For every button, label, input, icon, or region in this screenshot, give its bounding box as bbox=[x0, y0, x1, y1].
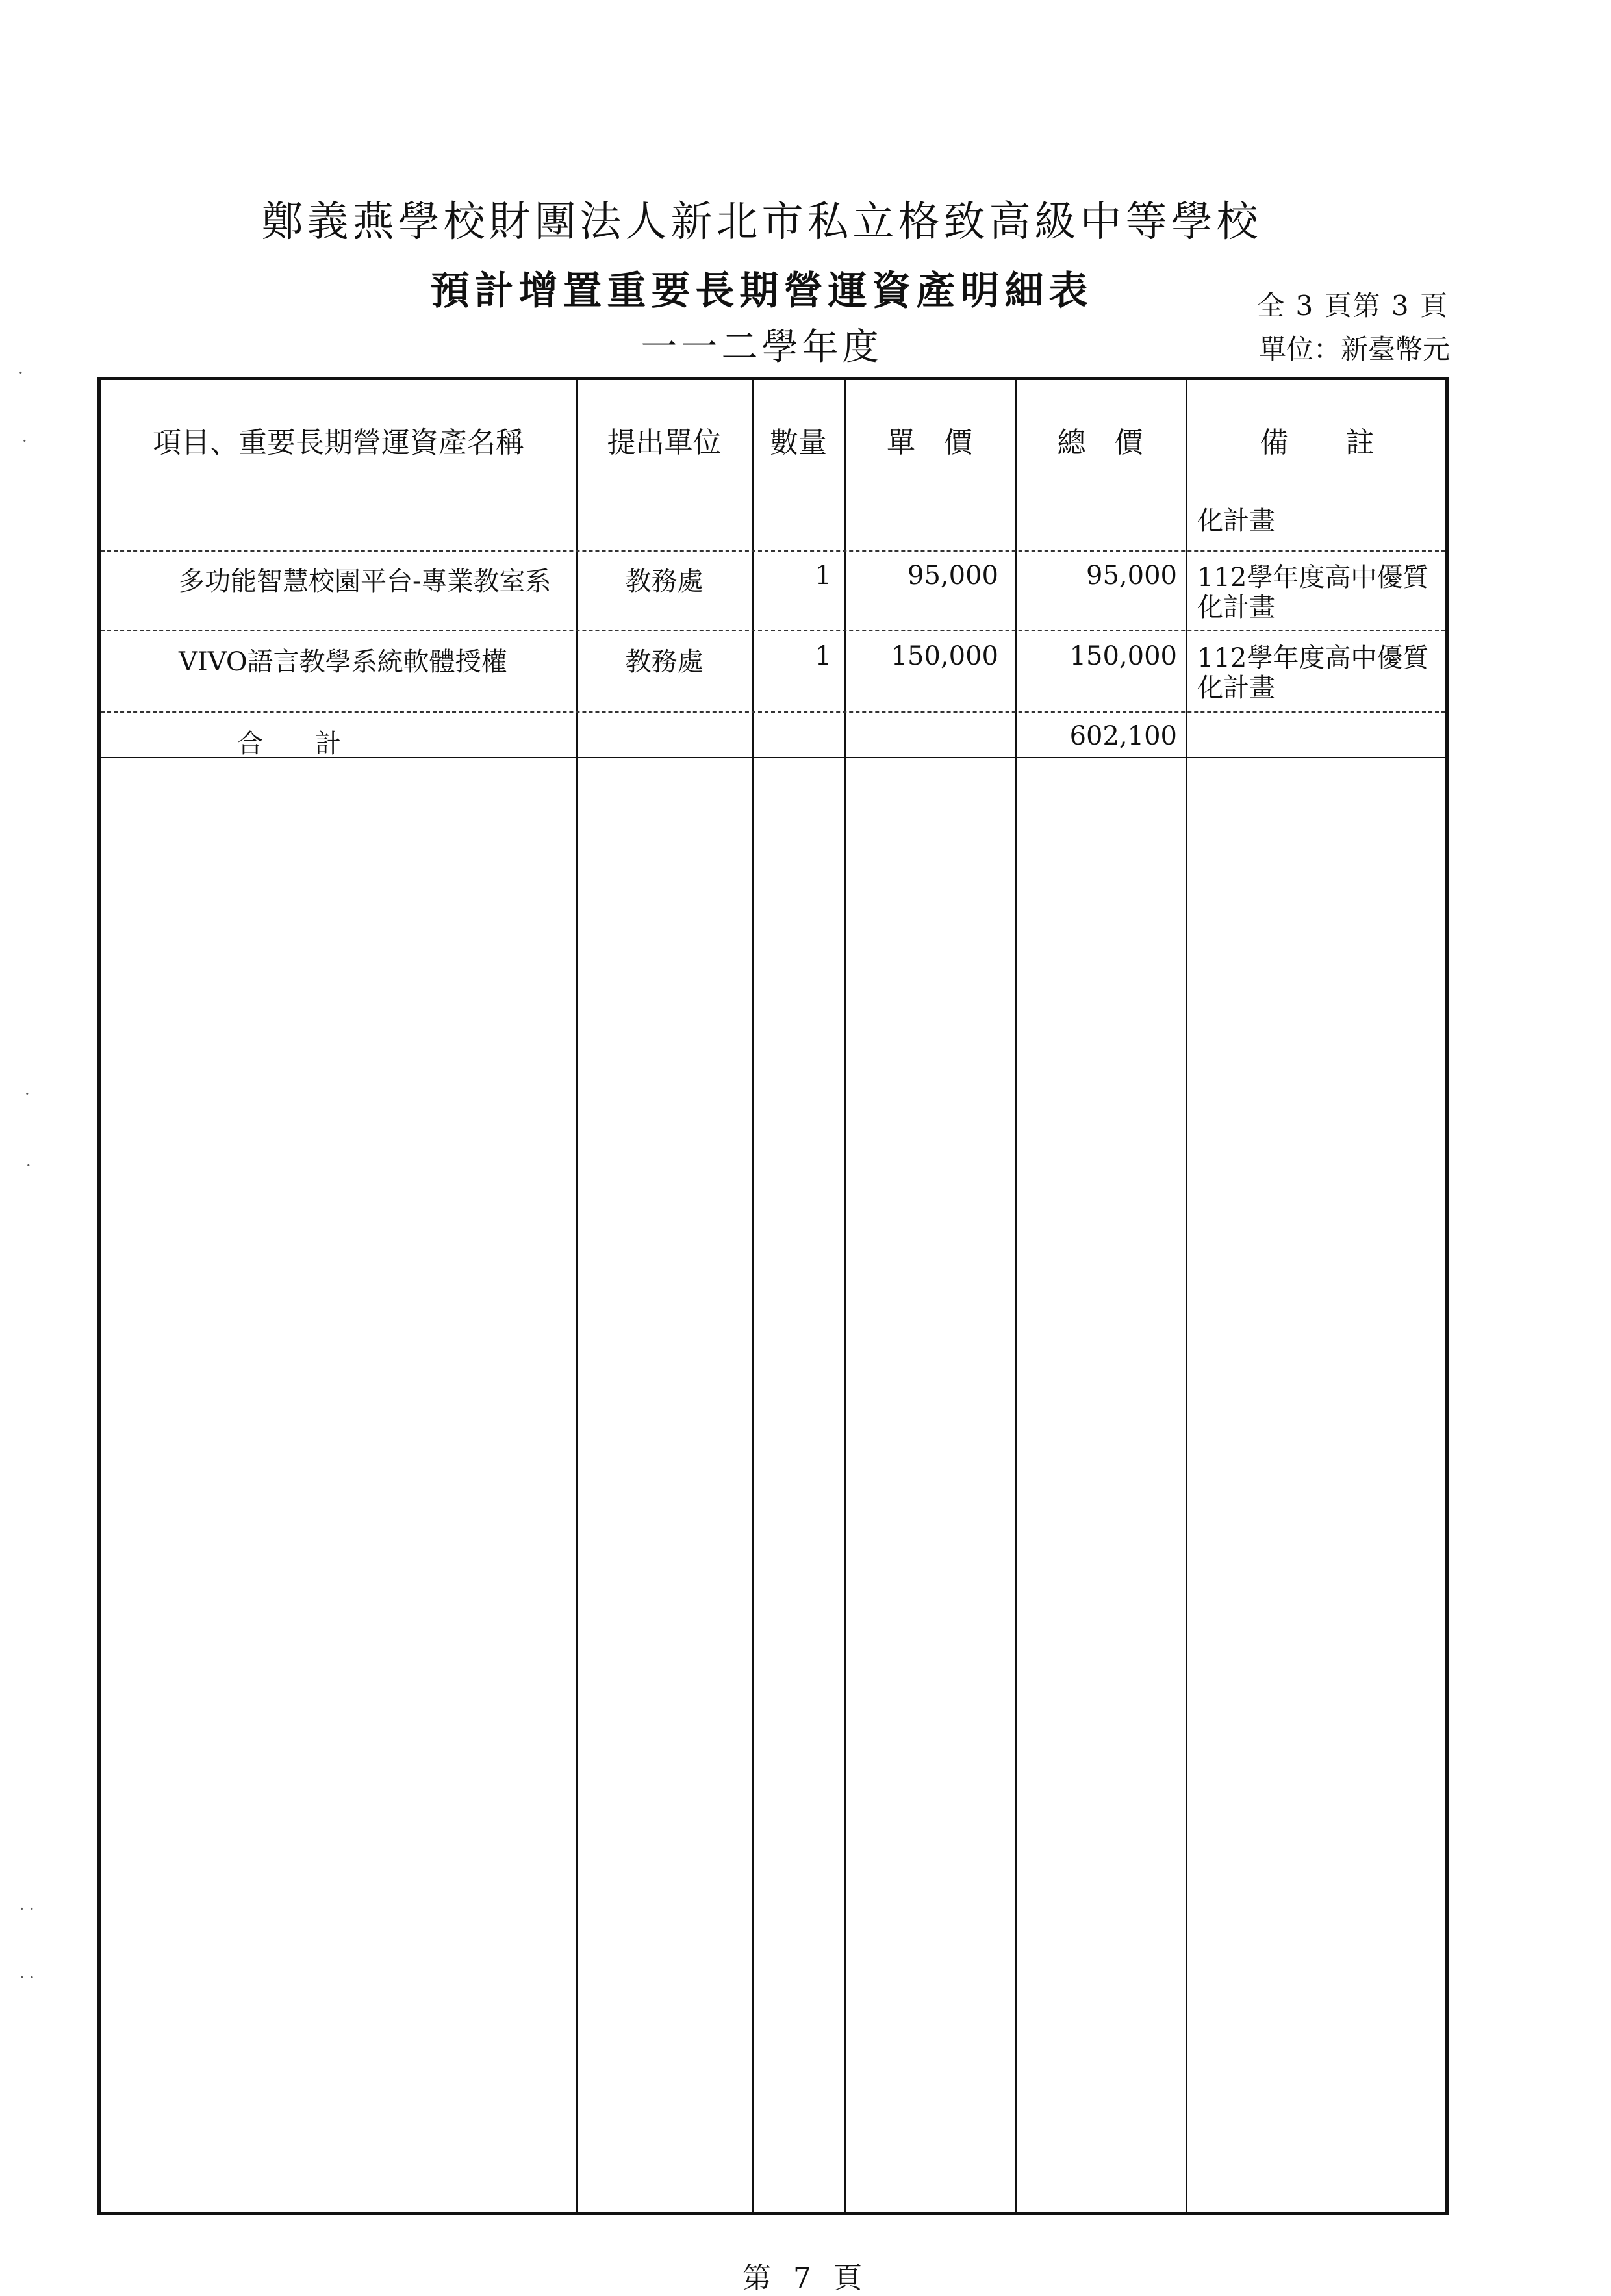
scan-speck: · bbox=[18, 364, 23, 382]
scan-speck: · bbox=[25, 1085, 30, 1103]
remark-line: 112學年度高中優質 bbox=[1197, 563, 1429, 593]
col-header-dept: 提出單位 bbox=[607, 426, 722, 459]
dept: 教務處 bbox=[625, 647, 704, 677]
quantity: 1 bbox=[815, 561, 831, 591]
org-title: 鄭義燕學校財團法人新北市私立格致高級中等學校 bbox=[261, 198, 1262, 246]
col-header-qty: 數量 bbox=[770, 426, 827, 459]
total-price: 95,000 bbox=[1086, 561, 1177, 591]
sum-total: 602,100 bbox=[1069, 721, 1177, 751]
remark-line: 112學年度高中優質 bbox=[1197, 643, 1429, 673]
column-divider bbox=[1186, 380, 1187, 2212]
col-header-total-price: 總 價 bbox=[1057, 426, 1143, 459]
unit-price: 150,000 bbox=[891, 641, 998, 671]
col-header-name: 項目、重要長期營運資產名稱 bbox=[153, 426, 524, 459]
scan-speck: · · bbox=[19, 1969, 34, 1987]
currency-unit: 單位：新臺幣元 bbox=[1258, 333, 1450, 365]
scan-speck: · · bbox=[19, 1900, 34, 1919]
scan-speck: · bbox=[22, 432, 27, 450]
asset-table bbox=[97, 377, 1449, 2215]
col-header-unit-price: 單 價 bbox=[887, 426, 972, 459]
sum-label: 合 計 bbox=[237, 729, 341, 759]
page-count: 全 3 頁第 3 頁 bbox=[1257, 290, 1449, 322]
row-separator bbox=[101, 630, 1445, 631]
carry-over-note: 化計畫 bbox=[1197, 506, 1275, 536]
row-separator bbox=[101, 711, 1445, 713]
asset-name: VIVO語言教學系統軟體授權 bbox=[179, 647, 507, 677]
row-separator bbox=[101, 550, 1445, 552]
quantity: 1 bbox=[815, 641, 831, 671]
asset-name: 多功能智慧校園平台-專業教室系 bbox=[179, 567, 552, 596]
document-title: 預計增置重要長期營運資產明細表 bbox=[430, 268, 1093, 314]
academic-year: 一一二學年度 bbox=[641, 326, 883, 368]
col-header-remarks: 備 註 bbox=[1260, 426, 1375, 459]
unit-price: 95,000 bbox=[907, 561, 998, 591]
dept: 教務處 bbox=[625, 567, 704, 596]
remark-line: 化計畫 bbox=[1197, 593, 1275, 622]
scan-speck: · bbox=[26, 1156, 31, 1175]
remark-line: 化計畫 bbox=[1197, 673, 1275, 703]
total-price: 150,000 bbox=[1069, 641, 1177, 671]
page-number: 第 7 頁 bbox=[742, 2262, 869, 2295]
